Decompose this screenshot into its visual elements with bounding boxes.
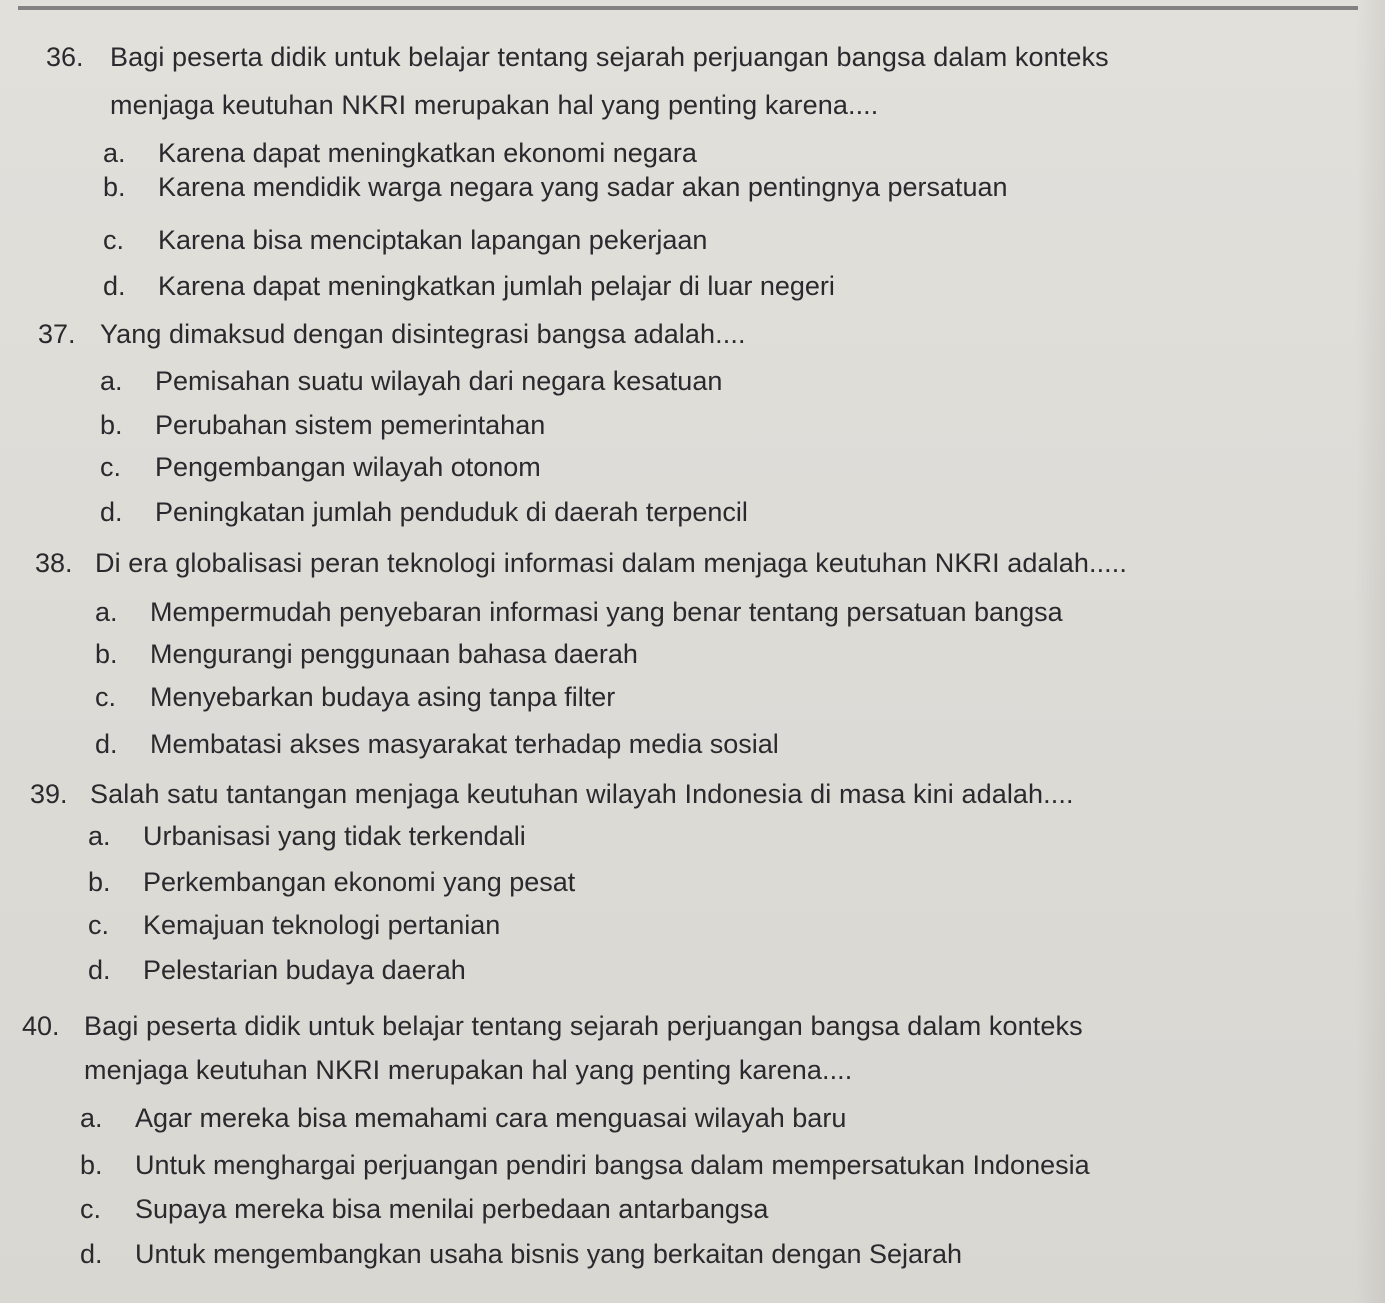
question-text-line-1: Bagi peserta didik untuk belajar tentang sejarah perjuangan bangsa dalam konteks — [84, 1011, 1083, 1041]
option-text: Mengurangi penggunaan bahasa daerah — [150, 639, 638, 669]
question-number: 40. — [22, 1011, 60, 1041]
option-b — [100, 409, 545, 441]
option-d — [103, 270, 835, 302]
option-c — [100, 451, 541, 483]
option-text: Untuk mengembangkan usaha bisnis yang berkaitan dengan Sejarah — [135, 1239, 963, 1269]
option-text: Peningkatan jumlah penduduk di daerah terpencil — [155, 497, 748, 527]
option-b — [80, 1149, 1090, 1181]
option-letter: b. — [100, 410, 123, 440]
option-text: Supaya mereka bisa menilai perbedaan antarbangsa — [135, 1194, 769, 1224]
option-letter: d. — [80, 1239, 103, 1269]
option-letter: d. — [88, 955, 111, 985]
question-text-line-1: Salah satu tantangan menjaga keutuhan wilayah Indonesia di masa kini adalah.... — [90, 779, 1074, 809]
option-text: Agar mereka bisa memahami cara menguasai wilayah baru — [135, 1103, 847, 1133]
question-text-line-2: menjaga keutuhan NKRI merupakan hal yang penting karena.... — [84, 1055, 853, 1085]
option-letter: a. — [100, 366, 123, 396]
option-a — [80, 1102, 846, 1134]
option-b — [88, 866, 575, 898]
option-letter: c. — [88, 910, 110, 940]
option-letter: c. — [80, 1194, 102, 1224]
option-c — [80, 1193, 768, 1225]
option-b — [103, 171, 1008, 203]
option-a — [88, 820, 526, 852]
option-d — [80, 1238, 962, 1270]
option-text: Karena dapat meningkatkan ekonomi negara — [158, 138, 697, 168]
option-letter: a. — [95, 597, 118, 627]
option-a — [103, 137, 697, 169]
option-a — [100, 365, 722, 397]
question-number: 38. — [35, 548, 73, 578]
question-text-line-1: Bagi peserta didik untuk belajar tentang sejarah perjuangan bangsa dalam konteks — [110, 42, 1109, 72]
option-letter: b. — [88, 867, 111, 897]
option-letter: d. — [100, 497, 123, 527]
option-d — [95, 728, 779, 760]
option-letter: b. — [80, 1150, 103, 1180]
option-text: Pengembangan wilayah otonom — [155, 452, 541, 482]
option-text: Perubahan sistem pemerintahan — [155, 410, 546, 440]
option-text: Pemisahan suatu wilayah dari negara kesatuan — [155, 366, 723, 396]
option-c — [95, 681, 615, 713]
option-text: Menyebarkan budaya asing tanpa filter — [150, 682, 616, 712]
option-d — [100, 496, 748, 528]
option-text: Karena dapat meningkatkan jumlah pelajar di luar negeri — [158, 271, 835, 301]
option-text: Untuk menghargai perjuangan pendiri bangsa dalam mempersatukan Indonesia — [135, 1150, 1090, 1180]
option-letter: c. — [100, 452, 122, 482]
option-letter: a. — [88, 821, 111, 851]
option-text: Pelestarian budaya daerah — [143, 955, 466, 985]
question-text-line-2: menjaga keutuhan NKRI merupakan hal yang penting karena.... — [110, 90, 879, 120]
option-a — [95, 596, 1063, 628]
question-text-line-1: Di era globalisasi peran teknologi informasi dalam menjaga keutuhan NKRI adalah..... — [95, 548, 1127, 578]
option-d — [88, 954, 466, 986]
option-letter: a. — [103, 138, 126, 168]
question-number: 37. — [38, 319, 76, 349]
option-letter: c. — [103, 225, 125, 255]
option-letter: d. — [95, 729, 118, 759]
option-letter: a. — [80, 1103, 103, 1133]
option-text: Perkembangan ekonomi yang pesat — [143, 867, 576, 897]
option-b — [95, 638, 638, 670]
question-number: 39. — [30, 779, 68, 809]
option-c — [103, 224, 707, 256]
option-letter: b. — [103, 172, 126, 202]
option-text: Kemajuan teknologi pertanian — [143, 910, 501, 940]
option-c — [88, 909, 500, 941]
option-letter: c. — [95, 682, 117, 712]
question-text-line-1: Yang dimaksud dengan disintegrasi bangsa adalah.... — [100, 319, 746, 349]
option-text: Urbanisasi yang tidak terkendali — [143, 821, 526, 851]
option-text: Membatasi akses masyarakat terhadap media sosial — [150, 729, 779, 759]
question-number: 36. — [46, 42, 84, 72]
option-text: Karena mendidik warga negara yang sadar akan pentingnya persatuan — [158, 172, 1008, 202]
option-text: Karena bisa menciptakan lapangan pekerjaan — [158, 225, 708, 255]
option-text: Mempermudah penyebaran informasi yang benar tentang persatuan bangsa — [150, 597, 1063, 627]
option-letter: d. — [103, 271, 126, 301]
option-letter: b. — [95, 639, 118, 669]
